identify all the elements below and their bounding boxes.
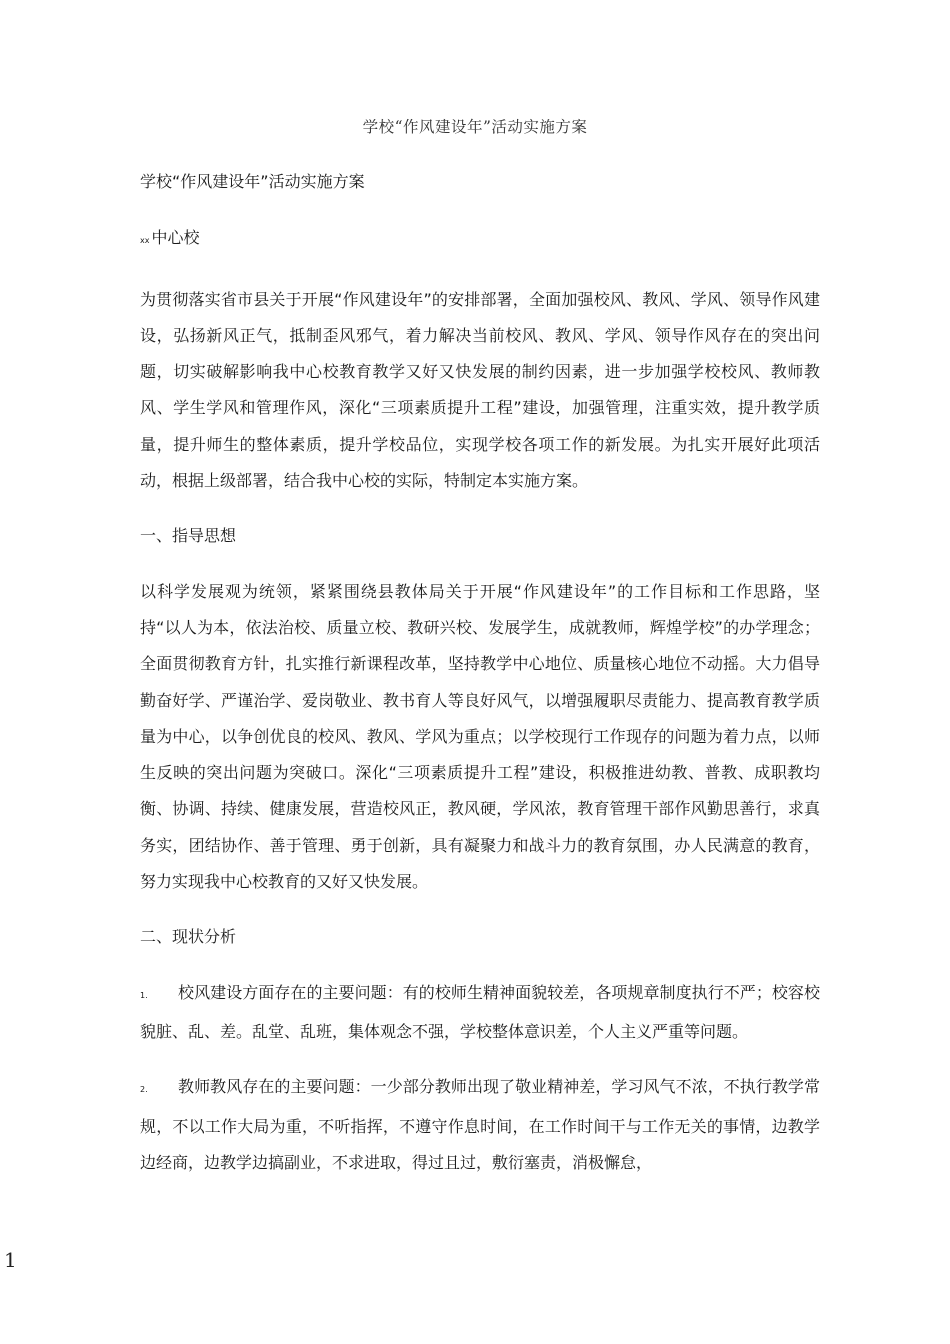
organization-name: 中心校 — [151, 228, 200, 248]
item-text: 校风建设方面存在的主要问题：有的校师生精神面貌较差，各项规章制度执行不严；校容校貌脏、乱、差。乱堂、乱班，集体观念不强，学校整体意识差，个人主义严重等问题。 — [140, 982, 820, 1041]
status-item-1 — [140, 975, 820, 1051]
status-item-2 — [140, 1069, 820, 1181]
document-title: 学校“作风建设年”活动实施方案 — [140, 172, 365, 191]
page-number: 1 — [4, 1248, 17, 1272]
section-heading-guiding-ideology: 一、指导思想 — [140, 526, 237, 546]
running-header-title: 学校“作风建设年”活动实施方案 — [362, 118, 588, 136]
organization-line — [140, 220, 820, 259]
section-heading-status-analysis: 二、现状分析 — [140, 927, 237, 947]
intro-paragraph: 为贯彻落实省市县关于开展“作风建设年”的安排部署，全面加强校风、教风、学风、领导作风建设，弘扬新风正气，抵制歪风邪气，着力解决当前校风、教风、学风、领导作风存在的突出问题，切实破解影响我中心校教育教学又好又快发展的制约因素，进一步加强学校校风、教师教风、学生学风和管理作风，深化“三项素质提升工程”建设，加强管理，注重实效，提升教学质量，提升师生的整体素质，提升学校品位，实现学校各项工作的新发展。为扎实开展好此项活动，根据上级部署，结合我中心校的实际，特制定本实施方案。 — [140, 289, 820, 491]
guiding-ideology-paragraph: 以科学发展观为统领，紧紧围绕县教体局关于开展“作风建设年”的工作目标和工作思路，坚持“以人为本，依法治校、质量立校、教研兴校、发展学生，成就教师，辉煌学校”的办学理念；全面贯彻教育方针，扎实推行新课程改革，坚持教学中心地位、质量核心地位不动摇。大力倡导勤奋好学、严谨治学、爱岗敬业、教书育人等良好风气，以增强履职尽责能力、提高教育教学质量为中心，以争创优良的校风、教风、学风为重点；以学校现行工作现存的问题为着力点，以师生反映的突出问题为突破口。深化“三项素质提升工程”建设，积极推进幼教、普教、成职教均衡、协调、持续、健康发展，营造校风正，教风硬，学风浓，教育管理干部作风勤思善行，求真务实，团结协作、善于管理、勇于创新，具有凝聚力和战斗力的教育氛围，办人民满意的教育，努力实现我中心校教育的又好又快发展。 — [140, 581, 820, 892]
item-number: 2. — [140, 1085, 148, 1095]
document-body — [140, 164, 820, 1200]
item-text: 教师教风存在的主要问题：一少部分教师出现了敬业精神差，学习风气不浓，不执行教学常规，不以工作大局为重，不听指挥，不遵守作息时间，在工作时间干与工作无关的事情，边教学边经商，边教学边搞副业，不求进取，得过且过，敷衍塞责，消极懈怠， — [140, 1077, 820, 1172]
item-number: 1. — [140, 990, 148, 1000]
organization-prefix: xx — [140, 236, 150, 246]
